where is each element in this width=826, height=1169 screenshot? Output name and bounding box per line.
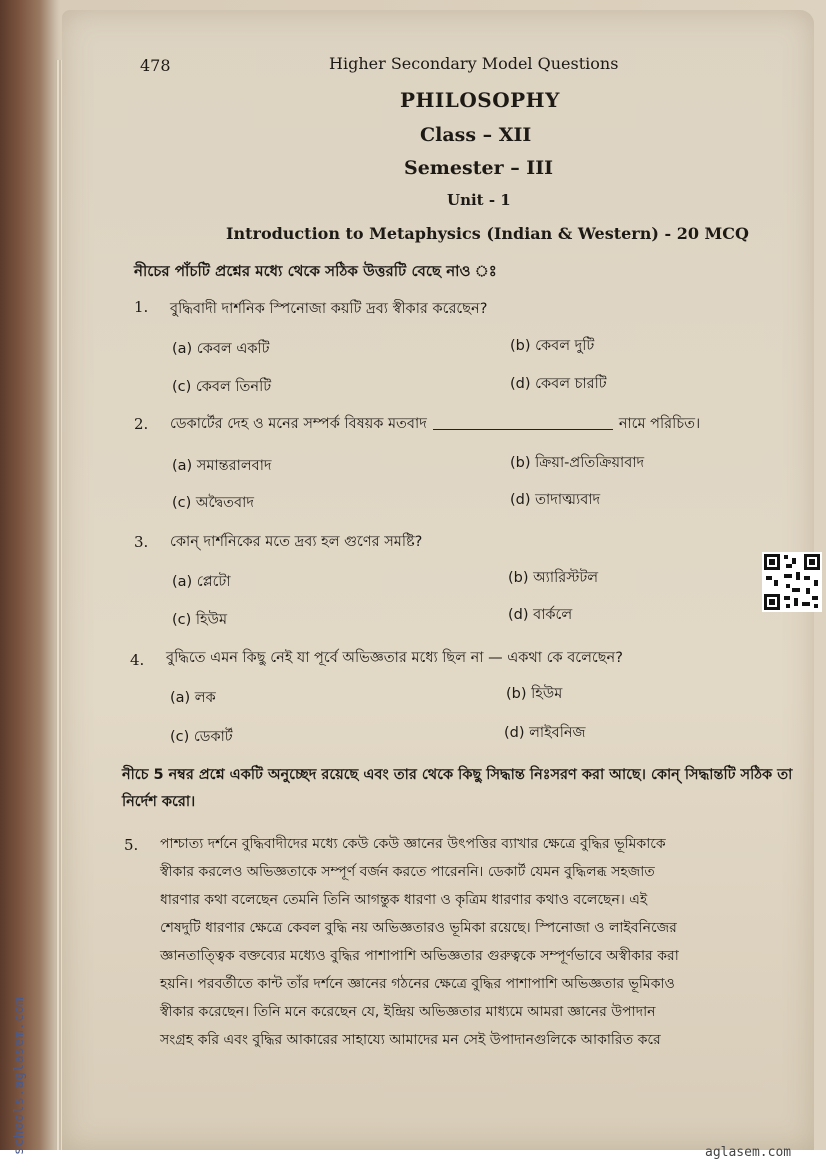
option-d: (d) তাদাত্ম্যবাদ (510, 492, 601, 508)
bottom-strip (0, 1150, 826, 1169)
option-b: (b) হিউম (506, 686, 563, 702)
unit-title: Unit - 1 (447, 191, 511, 209)
side-watermark: schools.aglasem.com (12, 996, 27, 1155)
bottom-watermark: aglasem.com (705, 1145, 792, 1160)
passage-line: জ্ঞানতাত্ত্বিক বক্তব্যের মধ্যেও বুদ্ধির পাশাপাশি অভিজ্ঞতার গুরুত্বকে সম্পূর্ণভাবে অস্বীকার করা (160, 948, 679, 964)
question-text: কোন্ দার্শনিকের মতে দ্রব্য হল গুণের সমষ্টি? (170, 534, 423, 550)
option-a: (a) সমান্তরালবাদ (172, 458, 272, 474)
question-number: 4. (130, 651, 145, 669)
question-number: 2. (134, 415, 149, 433)
passage-line: সংগ্রহ করি এবং বুদ্ধির আকারের সাহায্যে আমাদের মন সেই উপাদানগুলিকে আকারিত করে (160, 1032, 661, 1048)
option-b: (b) ক্রিয়া-প্রতিক্রিয়াবাদ (510, 455, 645, 471)
question-number: 1. (134, 298, 149, 316)
option-d: (d) কেবল চারটি (510, 376, 607, 392)
option-a: (a) প্লেটো (172, 574, 231, 590)
subject-title: PHILOSOPHY (400, 88, 560, 112)
option-a: (a) কেবল একটি (172, 341, 270, 357)
passage-instruction: নীচে 5 নম্বর প্রশ্নে একটি অনুচ্ছেদ রয়েছে এবং তার থেকে কিছু সিদ্ধান্ত নিঃসরণ করা আছে। কোন্ সিদ্ধান্তটি সঠিক তা নির্দেশ করো। (122, 767, 793, 810)
qr-code-icon (762, 552, 822, 612)
question-text-before: ডেকার্টের দেহ ও মনের সম্পর্ক বিষয়ক মতবাদ (170, 416, 427, 432)
passage-line: স্বীকার করেছেন। তিনি মনে করেছেন যে, ইন্দ্রিয় অভিজ্ঞতার মাধ্যমে আমরা জ্ঞানের উপাদান (160, 1004, 656, 1020)
option-d: (d) বার্কলে (508, 607, 573, 623)
option-a: (a) লক (170, 690, 216, 706)
option-c: (c) কেবল তিনটি (172, 379, 272, 395)
question-text: বুদ্ধিবাদী দার্শনিক স্পিনোজা কয়টি দ্রব্য স্বীকার করেছেন? (170, 301, 488, 317)
topic-title: Introduction to Metaphysics (Indian & Western) - 20 MCQ (226, 224, 749, 243)
question-text-after: নামে পরিচিত। (618, 416, 701, 432)
option-d: (d) লাইবনিজ (504, 725, 586, 741)
option-c: (c) অদ্বৈতবাদ (172, 495, 254, 511)
page-number: 478 (140, 56, 171, 75)
option-c: (c) ডেকার্ট (170, 729, 233, 745)
instruction: নীচের পাঁচটি প্রশ্নের মধ্যে থেকে সঠিক উত্তরটি বেছে নাও ঃ (134, 262, 497, 280)
class-title: Class – XII (420, 124, 532, 146)
semester-title: Semester – III (404, 157, 553, 179)
passage-line: স্বীকার করলেও অভিজ্ঞতাকে সম্পূর্ণ বর্জন করতে পারেননি। ডেকার্ট যেমন বুদ্ধিলব্ধ সহজাত (160, 864, 655, 880)
question-number: 3. (134, 533, 149, 551)
running-head: Higher Secondary Model Questions (329, 54, 619, 73)
question-number: 5. (124, 836, 139, 854)
passage-line: পাশ্চাত্য দর্শনে বুদ্ধিবাদীদের মধ্যে কেউ কেউ জ্ঞানের উৎপত্তির ব্যাখার ক্ষেত্রে বুদ্ধির ভূমিকাকে (160, 836, 666, 852)
answer-blank (433, 429, 613, 430)
question-text: বুদ্ধিতে এমন কিছু নেই যা পূর্বে অভিজ্ঞতার মধ্যে ছিল না — একথা কে বলেছেন? (166, 650, 623, 666)
passage-line: ধারণার কথা বলেছেন তেমনি তিনি আগন্তুক ধারণা ও কৃত্রিম ধারণার কথাও বলেছেন। এই (160, 892, 648, 908)
option-c: (c) হিউম (172, 612, 228, 628)
option-b: (b) কেবল দুটি (510, 338, 595, 354)
qr-code (762, 552, 822, 612)
passage-line: শেষদুটি ধারণার ক্ষেত্রে কেবল বুদ্ধি নয় অভিজ্ঞতারও ভূমিকা রয়েছে। স্পিনোজা ও লাইবনিজের (160, 920, 677, 936)
option-b: (b) অ্যারিস্টটল (508, 570, 599, 586)
question-text (170, 413, 700, 437)
passage-line: হয়নি। পরবর্তীতে কান্ট তাঁর দর্শনে জ্ঞানের গঠনের ক্ষেত্রে বুদ্ধির পাশাপাশি অভিজ্ঞতার ভূমিকাও (160, 976, 675, 992)
